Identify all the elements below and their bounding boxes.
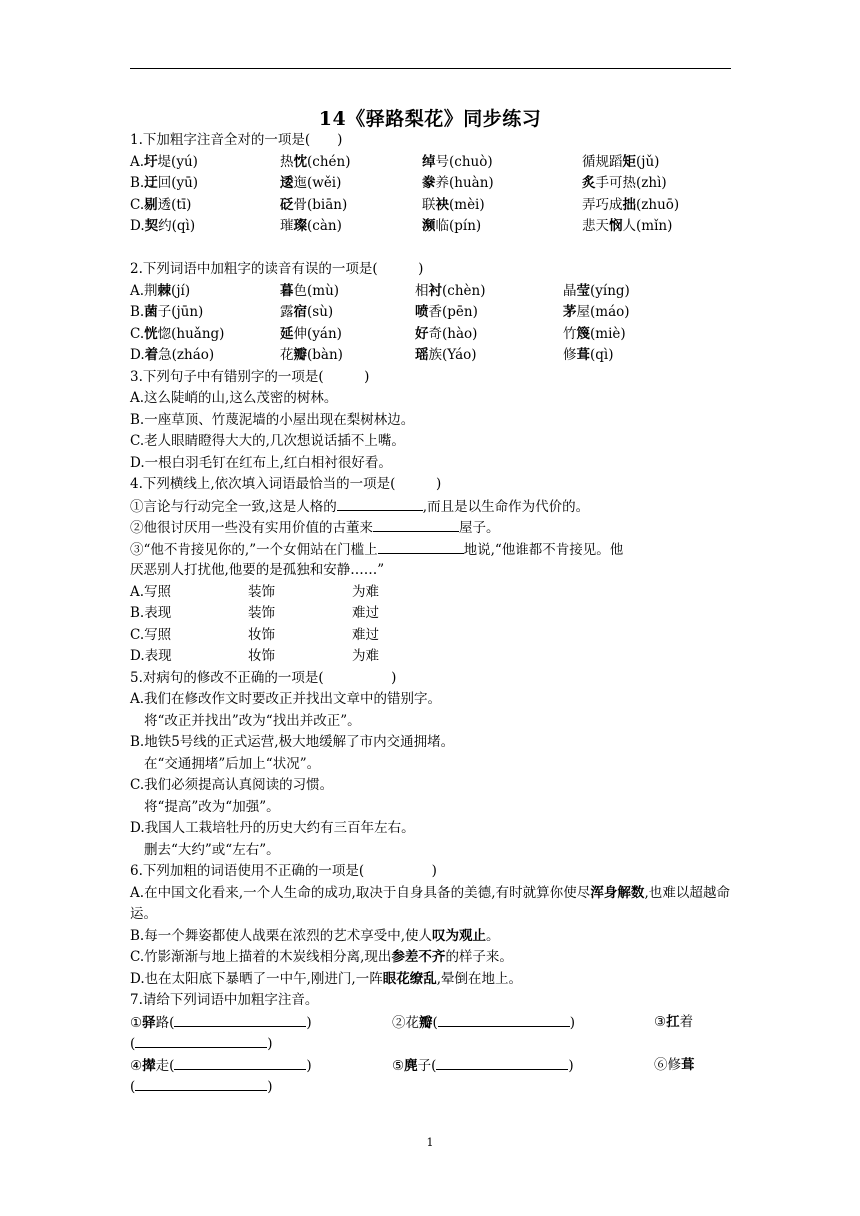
q4-option-a: A.写照 装饰 为难: [130, 583, 379, 600]
q3-option-c: C.老人眼睛瞪得大大的,几次想说话插不上嘴。: [130, 433, 405, 449]
q2-option-c: C.恍惚(huǎng) 延伸(yán) 好奇(hào) 竹篾(miè): [130, 325, 626, 342]
q6-option-d: D.也在太阳底下暴晒了一中午,刚进门,一阵眼花缭乱,晕倒在地上。: [130, 970, 523, 987]
q4-sentence-3-cont: 厌恶别人打扰他,他要的是孤独和安静……”: [130, 562, 385, 578]
q7-stem: 7.请给下列词语中加粗字注音。: [130, 992, 319, 1008]
q5-option-d: D.我国人工栽培牡丹的历史大约有三百年左右。: [130, 820, 415, 836]
pinyin-blank[interactable]: [174, 1055, 306, 1070]
q6-option-b: B.每一个舞姿都使人战栗在浓烈的艺术享受中,使人叹为观止。: [130, 927, 500, 944]
q1-option-c: C.剔透(tī) 砭骨(biān) 联袂(mèi) 弄巧成拙(zhuō): [130, 196, 680, 213]
q6-option-c: C.竹影渐渐与地上描着的木炭线相分离,现出参差不齐的样子来。: [130, 949, 513, 965]
q2-option-b: B.菌子(jūn) 露宿(sù) 喷香(pēn) 茅屋(máo): [130, 304, 630, 320]
q1-option-b: B.迂回(yū) 逶迤(wěi) 豢养(huàn) 炙手可热(zhì): [130, 175, 667, 191]
worksheet-body: [130, 130, 730, 1098]
q3-option-b: B.一座草顶、竹蔑泥墙的小屋出现在梨树林边。: [130, 411, 415, 428]
q5-option-c: C.我们必须提高认真阅读的习惯。: [130, 777, 334, 793]
q4-sentence-1: ①言论与行动完全一致,这是人格的 ,而且是以生命作为代价的。: [130, 496, 730, 518]
q2-option-d: D.着急(zháo) 花瓣(bàn) 瑶族(Yáo) 修葺(qì): [130, 347, 614, 363]
q3-option-d: D.一根白羽毛钉在红布上,红白相衬很好看。: [130, 454, 392, 471]
page-title: 14《驿路梨花》同步练习: [318, 108, 542, 130]
q1-option-d: D.契约(qì) 璀璨(càn) 濒临(pín) 悲天悯人(mǐn): [130, 218, 673, 234]
q1-stem: 1.下加粗字注音全对的一项是( ): [130, 132, 343, 148]
q5-option-b-fix: 在“交通拥堵”后加上“状况”。: [144, 755, 321, 772]
q1-option-a: A.圩堤(yú) 热忱(chén) 绰号(chuò) 循规蹈矩(jǔ): [130, 153, 660, 170]
q3-stem: 3.下列句子中有错别字的一项是( ): [130, 368, 370, 385]
q4-sentence-3: ③“他不肯接见你的,”一个女佣站在门槛上 地说,“他谁都不肯接见。他: [130, 539, 730, 561]
q7-row-2-cont: ( ): [130, 1076, 730, 1098]
q4-option-d: D.表现 妆饰 为难: [130, 648, 379, 664]
q4-option-b: B.表现 装饰 难过: [130, 605, 379, 621]
q5-option-d-fix: 删去“大约”或“左右”。: [144, 841, 280, 858]
q4-sentence-2: ②他很讨厌用一些没有实用价值的古董来 屋子。: [130, 517, 730, 539]
pinyin-blank[interactable]: [174, 1012, 306, 1027]
pinyin-blank[interactable]: [436, 1055, 568, 1070]
q7-row-1-cont: ( ): [130, 1033, 730, 1055]
q4-option-c: C.写照 妆饰 难过: [130, 626, 379, 643]
q7-row-1: ①驿路( ) ②花瓣( ) ③扛着: [130, 1013, 694, 1031]
q6-stem: 6.下列加粗的词语使用不正确的一项是( ): [130, 863, 437, 879]
pinyin-blank[interactable]: [135, 1076, 267, 1091]
answer-blank[interactable]: [373, 517, 459, 532]
q2-option-a: A.荆棘(jí) 暮色(mù) 相衬(chèn) 晶莹(yíng): [130, 282, 630, 299]
q5-option-a-fix: 将“改正并找出”改为“找出并改正”。: [144, 712, 361, 729]
page-number: 1: [426, 1136, 434, 1149]
q3-option-a: A.这么陡峭的山,这么茂密的树林。: [130, 390, 338, 406]
q5-stem: 5.对病句的修改不正确的一项是( ): [130, 669, 397, 686]
q7-row-2: ④撵走( ) ⑤麂子( ) ⑥修葺: [130, 1056, 695, 1074]
pinyin-blank[interactable]: [438, 1012, 570, 1027]
answer-blank[interactable]: [378, 539, 464, 554]
q5-option-c-fix: 将“提高”改为“加强”。: [144, 798, 280, 815]
q5-option-a: A.我们在修改作文时要改正并找出文章中的错别字。: [130, 691, 442, 707]
answer-blank[interactable]: [337, 496, 423, 511]
q2-stem: 2.下列词语中加粗字的读音有误的一项是( ): [130, 261, 424, 277]
pinyin-blank[interactable]: [135, 1033, 267, 1048]
q5-option-b: B.地铁5号线的正式运营,极大地缓解了市内交通拥堵。: [130, 734, 455, 750]
q6-option-a: A.在中国文化看来,一个人生命的成功,取决于自身具备的美德,有时就算你使尽浑身解数,也难以超越命运。: [130, 884, 730, 922]
q4-stem: 4.下列横线上,依次填入词语最恰当的一项是( ): [130, 476, 442, 492]
header-rule: [130, 68, 731, 69]
